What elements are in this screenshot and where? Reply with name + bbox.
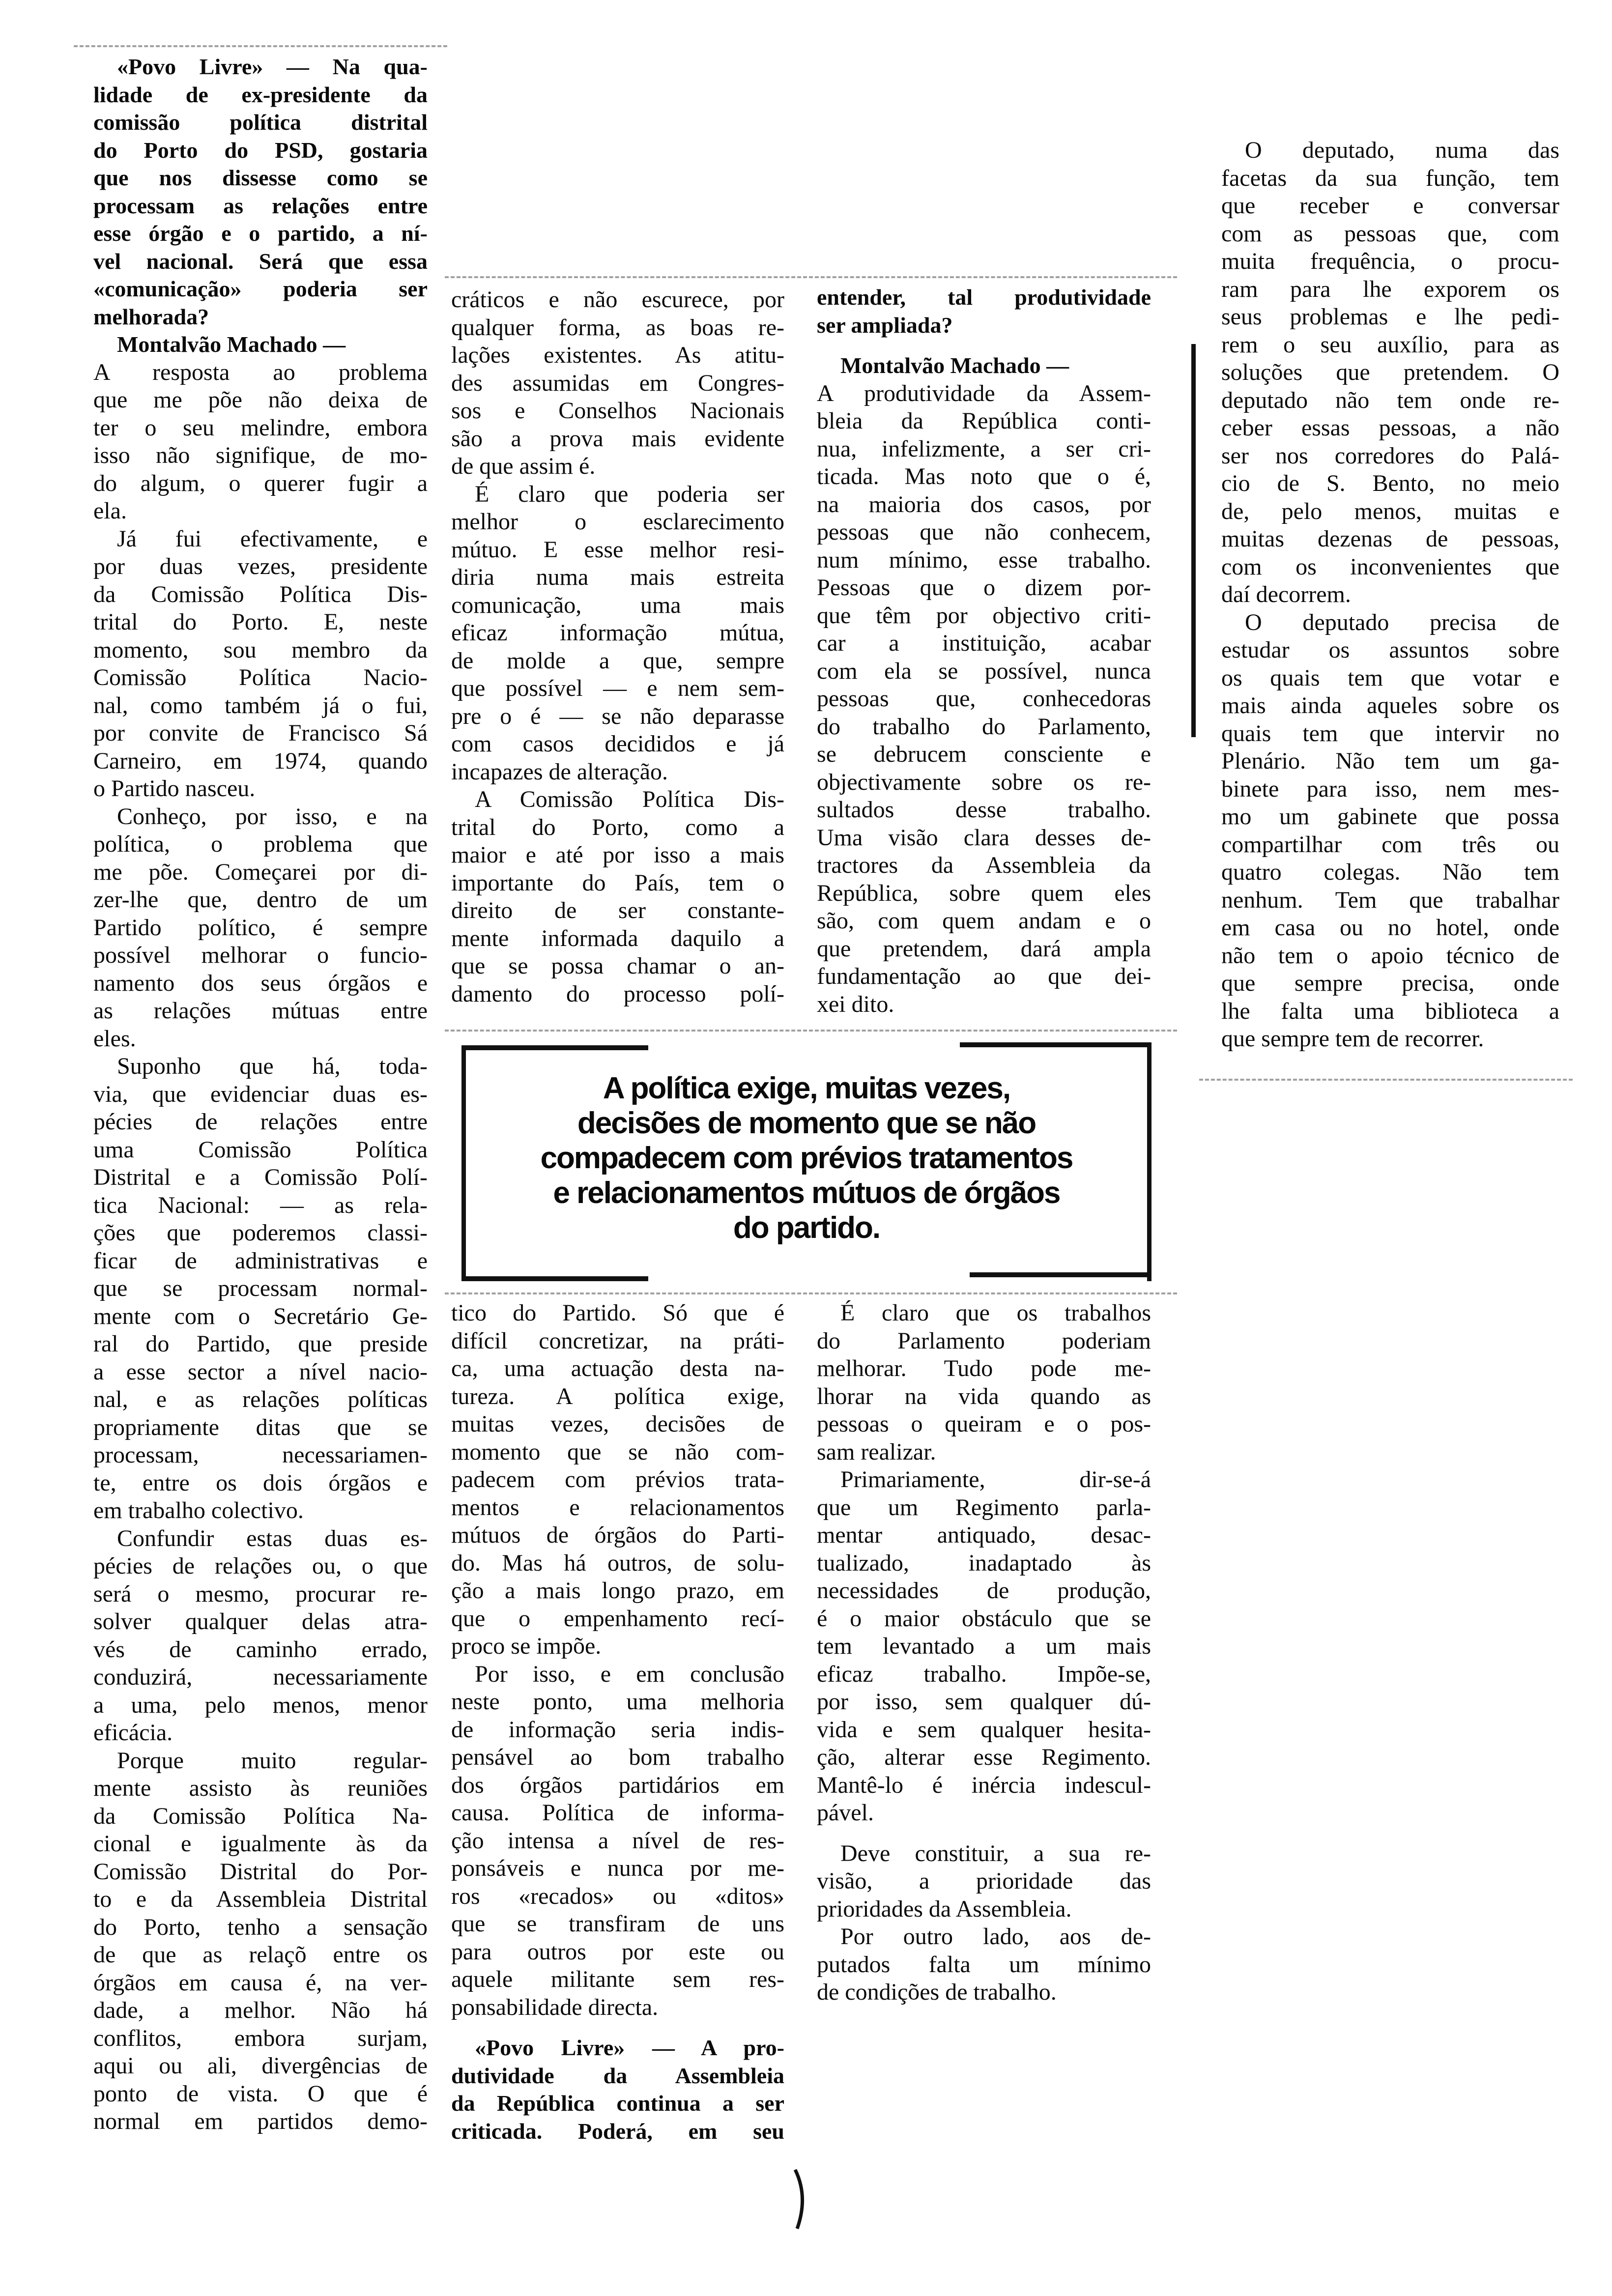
- text-line: mútuos de órgãos do Parti-: [451, 1522, 784, 1548]
- text-line: conflitos, embora surjam,: [93, 2025, 428, 2051]
- paragraph: [1221, 609, 1559, 1053]
- paragraph: [817, 1299, 1151, 1466]
- text-line: muita frequência, o procu-: [1221, 248, 1559, 274]
- text-line: não tem o apoio técnico de: [1221, 942, 1559, 969]
- rule-above-quote: [445, 1030, 1177, 1032]
- text-line: lações existentes. As atitu-: [451, 342, 784, 368]
- text-line: por isso, sem qualquer dú-: [817, 1689, 1151, 1715]
- text-line: pécies de relações ou, o que: [93, 1553, 428, 1579]
- text-line: ponsáveis e nunca por me-: [451, 1855, 784, 1881]
- text-line: neste ponto, uma melhoria: [451, 1689, 784, 1715]
- paragraph: [93, 525, 428, 803]
- text-line: ela.: [93, 498, 127, 524]
- text-line: te, entre os dois órgãos e: [93, 1469, 428, 1496]
- text-line: trital do Porto. E, neste: [93, 609, 428, 635]
- text-line: Partido político, é sempre: [93, 914, 428, 941]
- text-line: com ela se possível, nunca: [817, 658, 1151, 684]
- text-line: ser nos corredores do Palá-: [1221, 442, 1559, 469]
- text-line: que pretendem, dará ampla: [817, 935, 1151, 962]
- interview-question: [817, 284, 1151, 339]
- article-column-2-upper: [451, 286, 784, 1008]
- text-line: criticada. Poderá, em seu: [451, 2118, 784, 2144]
- text-line: cráticos e não escurece, por: [451, 287, 784, 313]
- text-line: tualizado, inadaptado às: [817, 1550, 1151, 1576]
- text-line: ficar de administrativas e: [93, 1247, 428, 1274]
- text-line: que receber e conversar: [1221, 193, 1559, 219]
- pull-quote-border-bottom-right: [970, 1272, 1151, 1277]
- top-rule-col1: [74, 45, 447, 47]
- text-line: normal em partidos demo-: [93, 2108, 428, 2134]
- text-line: sultados desse trabalho.: [817, 797, 1151, 823]
- text-line: que me põe não deixa de: [93, 387, 428, 413]
- text-line: momento que se não com-: [451, 1438, 784, 1465]
- text-line: eficácia.: [93, 1720, 173, 1746]
- text-line: quatro colegas. Não tem: [1221, 859, 1559, 885]
- text-line: causa. Política de informa-: [451, 1800, 784, 1826]
- text-line: zer-lhe que, dentro de um: [93, 887, 428, 913]
- text-line: de condições de trabalho.: [817, 1979, 1057, 2005]
- pull-quote-line: e relacionamentos mútuos de órgãos: [553, 1176, 1060, 1210]
- text-line: cional e igualmente às da: [93, 1831, 428, 1857]
- pull-quote-box: [461, 1045, 1151, 1281]
- text-line: ter o seu melindre, embora: [93, 414, 428, 441]
- text-line: tureza. A política exige,: [451, 1383, 784, 1409]
- text-line: necessidades de produção,: [817, 1578, 1151, 1604]
- text-line: seus problemas e lhe pedi-: [1221, 304, 1559, 330]
- text-line: são a prova mais evidente: [451, 425, 784, 452]
- text-line: melhorada?: [93, 304, 209, 329]
- text-line: tractores da Assembleia da: [817, 852, 1151, 878]
- stray-bracket-mark: [786, 2167, 816, 2231]
- text-line: Porque muito regular-: [117, 1747, 428, 1774]
- text-line: nal, e as relações políticas: [93, 1386, 428, 1412]
- paragraph: [451, 481, 784, 786]
- text-line: da República continua a ser: [451, 2091, 784, 2116]
- text-line: pécies de relações entre: [93, 1109, 428, 1135]
- text-line: esse órgão e o partido, a ní-: [93, 221, 428, 246]
- text-line: da Comissão Política Na-: [93, 1803, 428, 1829]
- text-line: Uma visão clara desses de-: [817, 824, 1151, 851]
- text-line: ponto de vista. O que é: [93, 2080, 428, 2107]
- text-line: com as pessoas que, com: [1221, 220, 1559, 247]
- text-line: muitas vezes, decisões de: [451, 1411, 784, 1437]
- text-line: prioridades da Assembleia.: [817, 1895, 1072, 1922]
- text-line: Distrital e a Comissão Polí-: [93, 1164, 428, 1190]
- article-column-4: [1221, 137, 1559, 1053]
- text-line: «comunicação» poderia ser: [93, 276, 428, 301]
- text-line: ca, uma actuação desta na-: [451, 1355, 784, 1381]
- text-line: dutividade da Assembleia: [451, 2063, 784, 2088]
- text-line: comissão política distrital: [93, 110, 428, 135]
- text-line: processam as relações entre: [93, 193, 428, 218]
- text-line: que se processam normal-: [93, 1275, 428, 1301]
- text-line: cio de S. Bento, no meio: [1221, 470, 1559, 496]
- text-line: por duas vezes, presidente: [93, 553, 428, 579]
- text-line: A produtividade da Assem-: [817, 380, 1151, 406]
- text-line: lhorar na vida quando as: [817, 1383, 1151, 1409]
- text-line: mentos e relacionamentos: [451, 1494, 784, 1521]
- paragraph: [93, 1053, 428, 1525]
- text-line: melhorar. Tudo pode me-: [817, 1355, 1151, 1381]
- text-line: Plenário. Não tem um ga-: [1221, 748, 1559, 774]
- text-line: to e da Assembleia Distrital: [93, 1886, 428, 1912]
- text-line: se debrucem consciente e: [817, 741, 1151, 767]
- bottom-rule-col4: [1199, 1079, 1573, 1081]
- paragraph: [93, 1525, 428, 1747]
- text-line: aquele militante sem res-: [451, 1966, 784, 1992]
- text-line: tem levantado a um mais: [817, 1633, 1151, 1659]
- text-line: Por isso, e em conclusão: [475, 1661, 784, 1687]
- text-line: processam, necessariamen-: [93, 1442, 428, 1468]
- text-line: pessoas o queiram e o pos-: [817, 1411, 1151, 1437]
- column-divider-bar: [1191, 344, 1196, 737]
- text-line: mente informada daquilo a: [451, 925, 784, 951]
- text-line: ram para lhe exporem os: [1221, 276, 1559, 302]
- text-line: direito de ser constante-: [451, 897, 784, 923]
- text-line: muitas dezenas de pessoas,: [1221, 526, 1559, 552]
- text-line: Primariamente, dir-se-á: [840, 1466, 1151, 1492]
- text-line: mútuo. E esse melhor resi-: [451, 536, 784, 563]
- text-line: uma Comissão Política: [93, 1136, 428, 1163]
- text-line: nenhum. Tem que trabalhar: [1221, 887, 1559, 913]
- text-line: objectivamente sobre os re-: [817, 769, 1151, 795]
- paragraph: [93, 803, 428, 1053]
- text-line: namento dos seus órgãos e: [93, 970, 428, 996]
- paragraph: [817, 1923, 1151, 2007]
- text-line: ponsabilidade directa.: [451, 1994, 659, 2020]
- paragraph: [817, 1466, 1151, 1827]
- text-line: ser ampliada?: [817, 312, 953, 338]
- top-rule-col2-3: [445, 276, 1177, 278]
- text-line: «Povo Livre» — Na qua-: [117, 54, 428, 79]
- text-line: Montalvão Machado —: [117, 332, 346, 357]
- text-line: aqui ou ali, divergências de: [93, 2053, 428, 2079]
- text-line: Já fui efectivamente, e: [117, 525, 428, 552]
- text-line: mente assisto às reuniões: [93, 1775, 428, 1801]
- text-line: eficaz trabalho. Impõe-se,: [817, 1661, 1151, 1687]
- text-line: mente com o Secretário Ge-: [93, 1303, 428, 1329]
- text-line: conduzirá, necessariamente: [93, 1664, 428, 1690]
- text-line: Conheço, por isso, e na: [117, 803, 428, 830]
- text-line: vida e sem qualquer hesita-: [817, 1716, 1151, 1743]
- text-line: visão, a prioridade das: [817, 1868, 1151, 1894]
- text-line: ros «recados» ou «ditos»: [451, 1883, 784, 1909]
- text-line: damento do processo polí-: [451, 980, 784, 1007]
- text-line: as relações mútuas entre: [93, 998, 428, 1024]
- text-line: incapazes de alteração.: [451, 758, 668, 785]
- text-line: entender, tal produtividade: [817, 285, 1151, 310]
- text-line: pre o é — se não deparasse: [451, 703, 784, 729]
- text-line: É claro que os trabalhos: [840, 1300, 1151, 1326]
- text-line: comunicação, uma mais: [451, 592, 784, 618]
- text-line: via, que evidenciar duas es-: [93, 1081, 428, 1107]
- text-line: rem o seu auxílio, para as: [1221, 331, 1559, 358]
- text-line: ticada. Mas noto que o é,: [817, 463, 1151, 489]
- text-line: de informação seria indis-: [451, 1716, 784, 1743]
- text-line: do algum, o querer fugir a: [93, 470, 428, 496]
- pull-quote-line: A política exige, muitas vezes,: [603, 1071, 1010, 1105]
- pull-quote-text: [461, 1071, 1151, 1245]
- text-line: possível melhorar o funcio-: [93, 942, 428, 968]
- text-line: proco se impõe.: [451, 1633, 602, 1659]
- paragraph: [451, 786, 784, 1008]
- text-line: do Porto, tenho a sensação: [93, 1914, 428, 1940]
- pull-quote-border-bottom-left: [461, 1276, 648, 1281]
- text-line: da Comissão Política Dis-: [93, 581, 428, 607]
- text-line: a uma, pelo menos, menor: [93, 1692, 428, 1718]
- text-line: ceber essas pessoas, a não: [1221, 415, 1559, 441]
- text-line: pensável ao bom trabalho: [451, 1744, 784, 1770]
- text-line: A resposta ao problema: [93, 359, 428, 385]
- text-line: des assumidas em Congres-: [451, 370, 784, 396]
- text-line: Suponho que há, toda-: [117, 1053, 428, 1079]
- text-line: será o mesmo, procurar re-: [93, 1580, 428, 1607]
- text-line: putados falta um mínimo: [817, 1951, 1151, 1978]
- interview-question: [93, 53, 428, 331]
- text-line: facetas da sua função, tem: [1221, 165, 1559, 191]
- text-line: melhor o esclarecimento: [451, 509, 784, 535]
- text-line: que têm por objectivo criti-: [817, 602, 1151, 629]
- text-line: sam realizar.: [817, 1438, 936, 1465]
- paragraph: [451, 1299, 784, 1661]
- text-line: lidade de ex-presidente da: [93, 82, 428, 107]
- text-line: Por outro lado, aos de-: [840, 1923, 1151, 1950]
- pull-quote-line: do partido.: [733, 1211, 880, 1245]
- text-line: estudar os assuntos sobre: [1221, 637, 1559, 663]
- text-line: mais ainda aqueles sobre os: [1221, 692, 1559, 718]
- text-line: deputado não tem onde re-: [1221, 387, 1559, 413]
- text-line: «Povo Livre» — A pro-: [475, 2035, 784, 2060]
- speaker-label: [93, 331, 428, 359]
- text-line: pável.: [817, 1800, 874, 1826]
- text-line: ção intensa a nível de res-: [451, 1827, 784, 1854]
- text-line: fundamentação ao que dei-: [817, 963, 1151, 989]
- text-line: compartilhar com três ou: [1221, 831, 1559, 858]
- article-column-2-lower: [451, 1299, 784, 2145]
- text-line: nua, infelizmente, a ser cri-: [817, 435, 1151, 462]
- text-line: lhe falta uma biblioteca a: [1221, 998, 1559, 1024]
- text-line: daí decorrem.: [1221, 581, 1351, 607]
- text-line: car a instituição, acabar: [817, 630, 1151, 656]
- text-line: do. Mas há outros, de solu-: [451, 1550, 784, 1576]
- text-line: que se transfiram de uns: [451, 1911, 784, 1937]
- text-line: em casa ou no hotel, onde: [1221, 915, 1559, 941]
- text-line: são, com quem andam e o: [817, 908, 1151, 934]
- text-line: é o maior obstáculo que se: [817, 1605, 1151, 1632]
- text-line: mentar antiquado, desac-: [817, 1522, 1151, 1548]
- text-line: a esse sector a nível nacio-: [93, 1358, 428, 1385]
- text-line: do Porto do PSD, gostaria: [93, 137, 428, 163]
- pull-quote-line: decisões de momento que se não: [577, 1106, 1036, 1140]
- text-line: importante do País, tem o: [451, 869, 784, 896]
- interview-question: [451, 2034, 784, 2145]
- text-line: do trabalho do Parlamento,: [817, 713, 1151, 740]
- text-line: me põe. Começarei por di-: [93, 859, 428, 885]
- text-line: momento, sou membro da: [93, 636, 428, 663]
- text-line: órgãos em causa é, na ver-: [93, 1969, 428, 1996]
- text-line: Mantê-lo é inércia indescul-: [817, 1772, 1151, 1798]
- article-column-1: [93, 53, 428, 2136]
- text-line: de molde a que, sempre: [451, 647, 784, 674]
- text-line: O deputado, numa das: [1245, 137, 1559, 163]
- text-line: ral do Partido, que preside: [93, 1331, 428, 1357]
- pull-quote-line: compadecem com prévios tratamentos: [540, 1141, 1073, 1175]
- text-line: vés de caminho errado,: [93, 1636, 428, 1663]
- text-line: num mínimo, esse trabalho.: [817, 546, 1151, 573]
- text-line: com casos decididos e já: [451, 731, 784, 757]
- text-line: ção, alterar esse Regimento.: [817, 1744, 1151, 1770]
- text-line: que se possa chamar o an-: [451, 953, 784, 979]
- pull-quote-border-top-right: [960, 1042, 1151, 1047]
- text-line: que sempre tem de recorrer.: [1221, 1026, 1484, 1052]
- text-line: do Parlamento poderiam: [817, 1327, 1151, 1354]
- text-line: trital do Porto, como a: [451, 814, 784, 840]
- text-line: padecem com prévios trata-: [451, 1466, 784, 1492]
- text-line: propriamente ditas que se: [93, 1414, 428, 1440]
- text-line: que nos dissesse como se: [93, 165, 428, 190]
- text-line: para outros por este ou: [451, 1938, 784, 1965]
- text-line: mo um gabinete que possa: [1221, 804, 1559, 830]
- text-line: soluções que pretendem. O: [1221, 359, 1559, 385]
- text-line: dos órgãos partidários em: [451, 1772, 784, 1798]
- text-line: O deputado precisa de: [1245, 609, 1559, 635]
- text-line: política, o problema que: [93, 831, 428, 857]
- text-line: de que assim é.: [451, 453, 596, 479]
- text-line: Deve constituir, a sua re-: [840, 1840, 1151, 1866]
- text-line: diria numa mais estreita: [451, 564, 784, 590]
- text-line: pessoas que, conhecedoras: [817, 686, 1151, 712]
- text-line: nal, como também já o fui,: [93, 692, 428, 718]
- text-line: tico do Partido. Só que é: [451, 1300, 784, 1326]
- text-line: sos e Conselhos Nacionais: [451, 398, 784, 424]
- text-line: eles.: [93, 1025, 136, 1052]
- text-line: Pessoas que o dizem por-: [817, 574, 1151, 601]
- paragraph: [93, 1747, 428, 2136]
- pull-quote-border-top-left: [461, 1045, 648, 1050]
- text-line: que o empenhamento recí-: [451, 1605, 784, 1632]
- text-line: bleia da República conti-: [817, 408, 1151, 434]
- text-line: ções que poderemos classi-: [93, 1220, 428, 1246]
- text-line: de que as relaçõ entre os: [93, 1942, 428, 1968]
- text-line: que possível — e nem sem-: [451, 675, 784, 701]
- rule-below-quote: [445, 1292, 1177, 1294]
- text-line: Carneiro, em 1974, quando: [93, 747, 428, 774]
- paragraph: [451, 286, 784, 481]
- text-line: difícil concretizar, na práti-: [451, 1327, 784, 1354]
- text-line: por convite de Francisco Sá: [93, 720, 428, 746]
- paragraph: [817, 380, 1151, 1019]
- text-line: os quais tem que votar e: [1221, 664, 1559, 691]
- speaker-label: [817, 352, 1151, 380]
- text-line: solver qualquer delas atra-: [93, 1608, 428, 1635]
- paragraph: [93, 359, 428, 525]
- text-line: na maioria dos casos, por: [817, 491, 1151, 517]
- text-line: de, pelo menos, muitas e: [1221, 498, 1559, 524]
- text-line: isso não signifique, de mo-: [93, 442, 428, 468]
- text-line: Montalvão Machado —: [840, 353, 1069, 378]
- text-line: maior e até por isso a mais: [451, 842, 784, 868]
- text-line: tica Nacional: — as rela-: [93, 1192, 428, 1218]
- text-line: que um Regimento parla-: [817, 1494, 1151, 1521]
- paragraph: [817, 1840, 1151, 1923]
- text-line: qualquer forma, as boas re-: [451, 314, 784, 341]
- text-line: A Comissão Política Dis-: [475, 786, 784, 812]
- text-line: eficaz informação mútua,: [451, 620, 784, 646]
- text-line: que sempre precisa, onde: [1221, 970, 1559, 996]
- text-line: dade, a melhor. Não há: [93, 1997, 428, 2023]
- text-line: É claro que poderia ser: [475, 481, 784, 507]
- paragraph: [1221, 137, 1559, 609]
- text-line: em trabalho colectivo.: [93, 1497, 304, 1523]
- text-line: com os inconvenientes que: [1221, 553, 1559, 580]
- text-line: vel nacional. Será que essa: [93, 248, 428, 274]
- text-line: Confundir estas duas es-: [117, 1525, 428, 1551]
- text-line: quais tem que intervir no: [1221, 720, 1559, 746]
- paragraph: [451, 1661, 784, 2022]
- text-line: binete para isso, nem mes-: [1221, 775, 1559, 802]
- text-line: ção a mais longo prazo, em: [451, 1578, 784, 1604]
- text-line: pessoas que não conhecem,: [817, 519, 1151, 545]
- text-line: Comissão Distrital do Por-: [93, 1858, 428, 1885]
- article-column-3-lower: [817, 1299, 1151, 2007]
- text-line: República, sobre quem eles: [817, 880, 1151, 906]
- text-line: o Partido nasceu.: [93, 775, 256, 802]
- article-column-3-upper: [817, 284, 1151, 1018]
- text-line: xei dito.: [817, 991, 894, 1017]
- text-line: Comissão Política Nacio-: [93, 664, 428, 690]
